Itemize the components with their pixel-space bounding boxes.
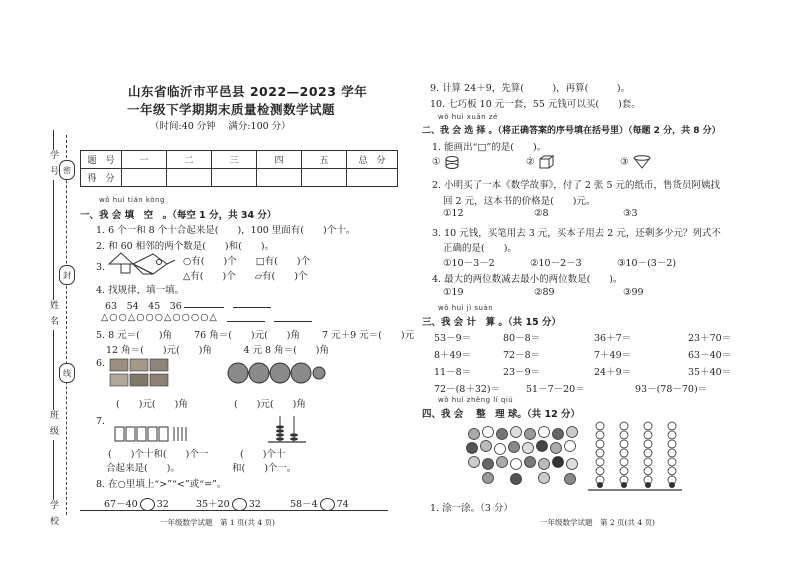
- school-label: 学 校: [48, 500, 58, 527]
- compare-right: 32: [156, 499, 169, 510]
- answer-blank[interactable]: [233, 307, 271, 308]
- seal-line: [66, 135, 67, 515]
- s2-question-1: 1. 能画出“□”的是( )。: [432, 142, 547, 153]
- s1-question-6-label: 6.: [96, 358, 106, 369]
- stick-bundles-figure: [114, 425, 194, 443]
- score-header-cell: 三: [212, 151, 257, 169]
- compare-right: 32: [248, 499, 261, 510]
- section4-title: 四、我 会 整 理 球。（共 12 分）: [422, 409, 581, 420]
- score-header-cell: 总 分: [347, 151, 398, 169]
- compare-left: 67－40: [104, 499, 138, 510]
- s1-question-5-a: 5. 8 元＝( )角 76 角＝( )元( )角 7 元＋9 元＝( )元: [96, 330, 415, 341]
- calc-item: 63－40＝: [688, 350, 732, 361]
- s1-question-1: 1. 6 个一和 8 个十合起来是( )，100 里面有( )个十。: [96, 225, 356, 236]
- s2-q3-option-1: ①10－3－2: [443, 258, 495, 269]
- score-header-cell: 二: [167, 151, 212, 169]
- score-cell[interactable]: [302, 169, 347, 187]
- cone-icon: [632, 155, 654, 169]
- exam-title-line2: 一年级下学期期末质量检测数学试题: [127, 102, 336, 117]
- s2-question-4: 4. 最大的两位数减去最小的两位数是( )。: [432, 274, 623, 285]
- compare-item: [104, 496, 169, 511]
- binding-margin: [0, 0, 82, 561]
- section1-pinyin: wǒ huì tián kòng: [99, 196, 165, 204]
- cylinder-icon: [444, 155, 472, 169]
- balls-figure: [464, 424, 584, 488]
- compare-item: [290, 496, 349, 511]
- answer-blank[interactable]: [274, 321, 312, 322]
- s2-q2-option-1: ①12: [443, 208, 464, 219]
- compare-right: 74: [336, 499, 349, 510]
- compare-item: [196, 496, 261, 511]
- s1-q4-shape-pattern: △○○△○○○△○○○○△: [101, 312, 218, 323]
- s2-q4-option-3: ③99: [623, 287, 644, 298]
- score-header-cell: 四: [257, 151, 302, 169]
- class-label: 班 级: [48, 410, 58, 437]
- s1-question-3-b: △有( )个 ▱有( )个: [183, 271, 308, 282]
- s1-q6-answer-a: ( )元( )角: [116, 399, 188, 410]
- s1-question-2: 2. 和 60 相邻的两个数是( )和( )。: [96, 241, 275, 252]
- score-table: [80, 150, 398, 187]
- section2-pinyin: wǒ huì xuǎn zé: [438, 113, 498, 121]
- name-label: 姓 名: [48, 300, 58, 327]
- s2-q1-option-2: ②: [526, 155, 558, 169]
- exam-time-score: （时间:40 分钟 满分:100 分）: [150, 121, 291, 132]
- s2-q3-option-2: ②10－2－3: [530, 258, 582, 269]
- section4-pinyin: wǒ huì zhěng lǐ qiú: [438, 396, 514, 404]
- score-cell[interactable]: [122, 169, 167, 187]
- compare-left: 35＋20: [196, 499, 230, 510]
- calc-item: 35＋40＝: [688, 367, 732, 378]
- score-header-cell: 一: [122, 151, 167, 169]
- s2-question-2-a: 2. 小明买了一本《数学故事》，付了 2 张 5 元的纸币，售货员阿姨找: [432, 180, 721, 191]
- answer-blank[interactable]: [184, 307, 224, 308]
- page2-footer: 一年级数学试题 第 2 页(共 4 页): [540, 518, 655, 527]
- section3-title: 三、我 会 计 算 。（共 15 分）: [422, 317, 562, 328]
- s2-question-3-a: 3. 10 元钱，买笔用去 3 元，买本子用去 2 元，还剩多少元？列式不: [432, 228, 721, 239]
- calc-item: 93－(78－70)＝: [635, 384, 708, 395]
- calc-item: 53－9＝: [434, 333, 472, 344]
- s1-question-4: 4. 找规律，填一填。: [96, 285, 185, 296]
- calc-item: 36＋7＝: [594, 333, 632, 344]
- abacus-figure: [266, 414, 308, 444]
- s1-question-5-b: 12 角＝( )元( )角 4 元 8 角＝( )角: [106, 345, 330, 356]
- score-header-cell: 五: [302, 151, 347, 169]
- coins-figure: [226, 361, 326, 385]
- calc-item: 8＋49＝: [434, 350, 472, 361]
- s1-q7-answer-c: ( )个十: [240, 449, 286, 460]
- s2-q2-option-2: ②8: [534, 208, 549, 219]
- calc-item: 7＋49＝: [594, 350, 632, 361]
- ball-columns-figure: [586, 420, 686, 494]
- s1-q6-answer-b: ( )元( )角: [234, 399, 306, 410]
- calc-item: 51－7－20＝: [526, 384, 585, 395]
- section1-title: 一、我 会 填 空 。（每空 1 分，共 34 分）: [80, 210, 277, 221]
- calc-item: 72－(8＋32)＝: [434, 384, 501, 395]
- seal-mark-3: 线: [59, 363, 75, 383]
- section3-pinyin: wǒ huì jì suàn: [438, 304, 494, 312]
- student-id-label: 学 号: [48, 150, 58, 177]
- page1-footer-rule: [80, 510, 388, 511]
- calc-item: 80－8＝: [503, 333, 541, 344]
- score-header-cell: 题 号: [81, 151, 122, 169]
- calc-item: 24＋9＝: [594, 367, 632, 378]
- cube-icon: [538, 155, 558, 169]
- compare-left: 58－4: [290, 499, 318, 510]
- score-cell[interactable]: [257, 169, 302, 187]
- s1-question-3-a: ○有( )个 □有( )个: [183, 256, 311, 267]
- s1-q4-sequence: 63 54 45 36: [105, 301, 182, 312]
- score-row-label: 得 分: [81, 169, 122, 187]
- page1-footer: 一年级数学试题 第 1 页(共 4 页): [160, 518, 275, 527]
- seal-mark-2: 封: [59, 265, 75, 285]
- seal-mark-1: 密: [59, 160, 75, 180]
- answer-blank[interactable]: [227, 321, 265, 322]
- s2-question-2-b: 回 2 元，这本书的价格是( )元。: [443, 196, 596, 207]
- exam-title-line1: 山东省临沂市平邑县 2022—2023 学年: [128, 84, 368, 99]
- s4-question-1: 1. 涂一涂。（3 分）: [430, 503, 513, 514]
- calc-item: 23＋70＝: [688, 333, 732, 344]
- score-cell[interactable]: [167, 169, 212, 187]
- s2-q3-option-3: ③10－(3－2): [617, 258, 677, 269]
- score-cell[interactable]: [347, 169, 398, 187]
- p2-question-9: 9. 计算 24＋9，先算( )，再算( )。: [430, 83, 631, 94]
- s1-question-3-label: 3.: [96, 262, 106, 273]
- tangram-fish-figure: [107, 250, 177, 278]
- s2-q4-option-2: ②89: [534, 287, 555, 298]
- calc-item: 11－8＝: [434, 367, 472, 378]
- s2-question-3-b: 正确的是( )。: [443, 243, 517, 254]
- s2-q4-option-1: ①19: [443, 287, 464, 298]
- s1-q7-answer-a: ( )个十和( )个一: [108, 449, 209, 460]
- s2-q2-option-3: ③3: [623, 208, 638, 219]
- section2-title: 二、我 会 选 择 。（将正确答案的序号填在括号里）（每题 2 分，共 8 分）: [422, 126, 721, 136]
- s1-q7-answer-d: 和( )个一。: [232, 463, 297, 474]
- s1-question-8: 8. 在○里填上“>”“<”或“=”。: [96, 479, 227, 490]
- s1-question-7-label: 7.: [96, 416, 106, 427]
- p2-question-10: 10. 七巧板 10 元一套，55 元钱可以买( )套。: [430, 99, 641, 110]
- banknotes-figure: [108, 357, 174, 389]
- s2-q1-option-3: ③: [620, 155, 654, 169]
- calc-item: 23－9＝: [503, 367, 541, 378]
- s1-q7-answer-b: 合起来是( )。: [106, 463, 180, 474]
- calc-item: 72－8＝: [503, 350, 541, 361]
- s2-q1-option-1: ①: [432, 155, 472, 169]
- score-cell[interactable]: [212, 169, 257, 187]
